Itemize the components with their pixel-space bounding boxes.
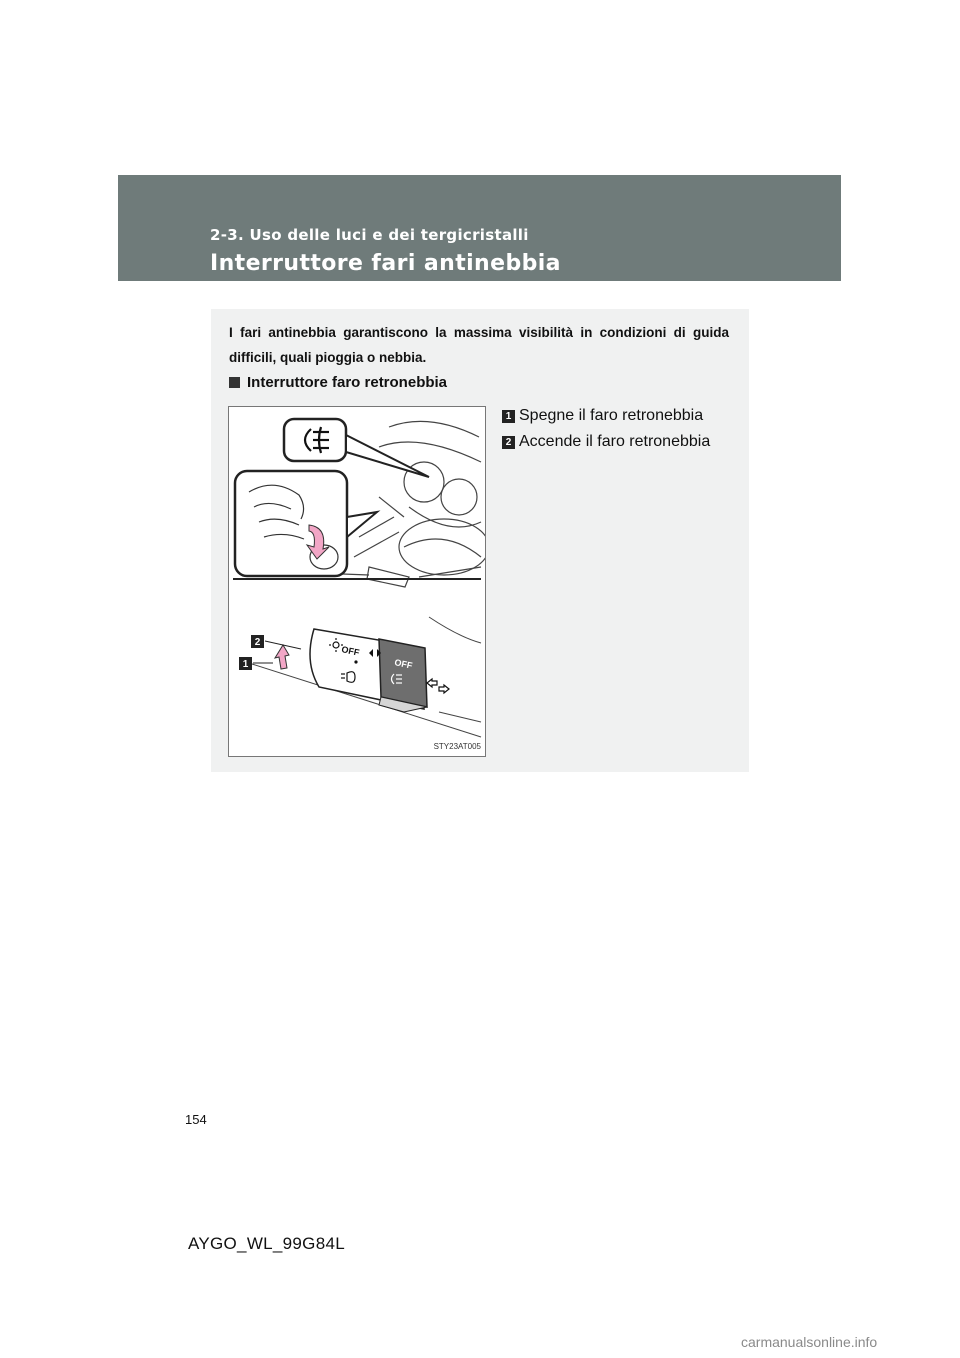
figure-code: STY23AT005	[433, 742, 481, 751]
section-label: 2-3. Uso delle luci e dei tergicristalli	[210, 226, 529, 244]
callout-2-label: 2	[254, 637, 261, 648]
subheading-text: Interruttore faro retronebbia	[247, 374, 448, 391]
legend-2-badge: 2	[502, 436, 515, 449]
fog-switch-ring	[379, 639, 427, 707]
page-title: Interruttore fari antinebbia	[210, 251, 561, 276]
off-label-a: OFF	[340, 644, 361, 658]
callout-pointer	[346, 435, 429, 477]
fog-switch-illustration	[229, 407, 485, 756]
legend-item-1	[502, 403, 710, 429]
legend	[502, 403, 710, 455]
legend-item-2	[502, 429, 710, 455]
intro-paragraph: I fari antinebbia garantiscono la massima visibilità in condizioni di guida difficili, quali pioggia o nebbia.	[229, 325, 729, 365]
document-code: AYGO_WL_99G84L	[188, 1234, 345, 1253]
watermark-link[interactable]: carmanualsonline.info	[741, 1334, 878, 1350]
turn-signal-icon	[427, 679, 449, 693]
callout-1-label: 1	[242, 659, 249, 670]
square-bullet-icon	[229, 377, 240, 388]
legend-1-text: Spegne il faro retronebbia	[519, 407, 704, 424]
figure-fog-light-switch	[228, 406, 486, 757]
off-label-b: OFF	[393, 657, 414, 671]
legend-1-badge: 1	[502, 410, 515, 423]
legend-2-text: Accende il faro retronebbia	[519, 433, 711, 450]
page-number: 154	[185, 1112, 207, 1127]
hand-inset	[235, 471, 347, 576]
inset-pointer	[347, 512, 377, 537]
subheading	[229, 374, 447, 391]
dot-marker	[354, 660, 357, 663]
push-arrow-icon	[275, 645, 289, 669]
